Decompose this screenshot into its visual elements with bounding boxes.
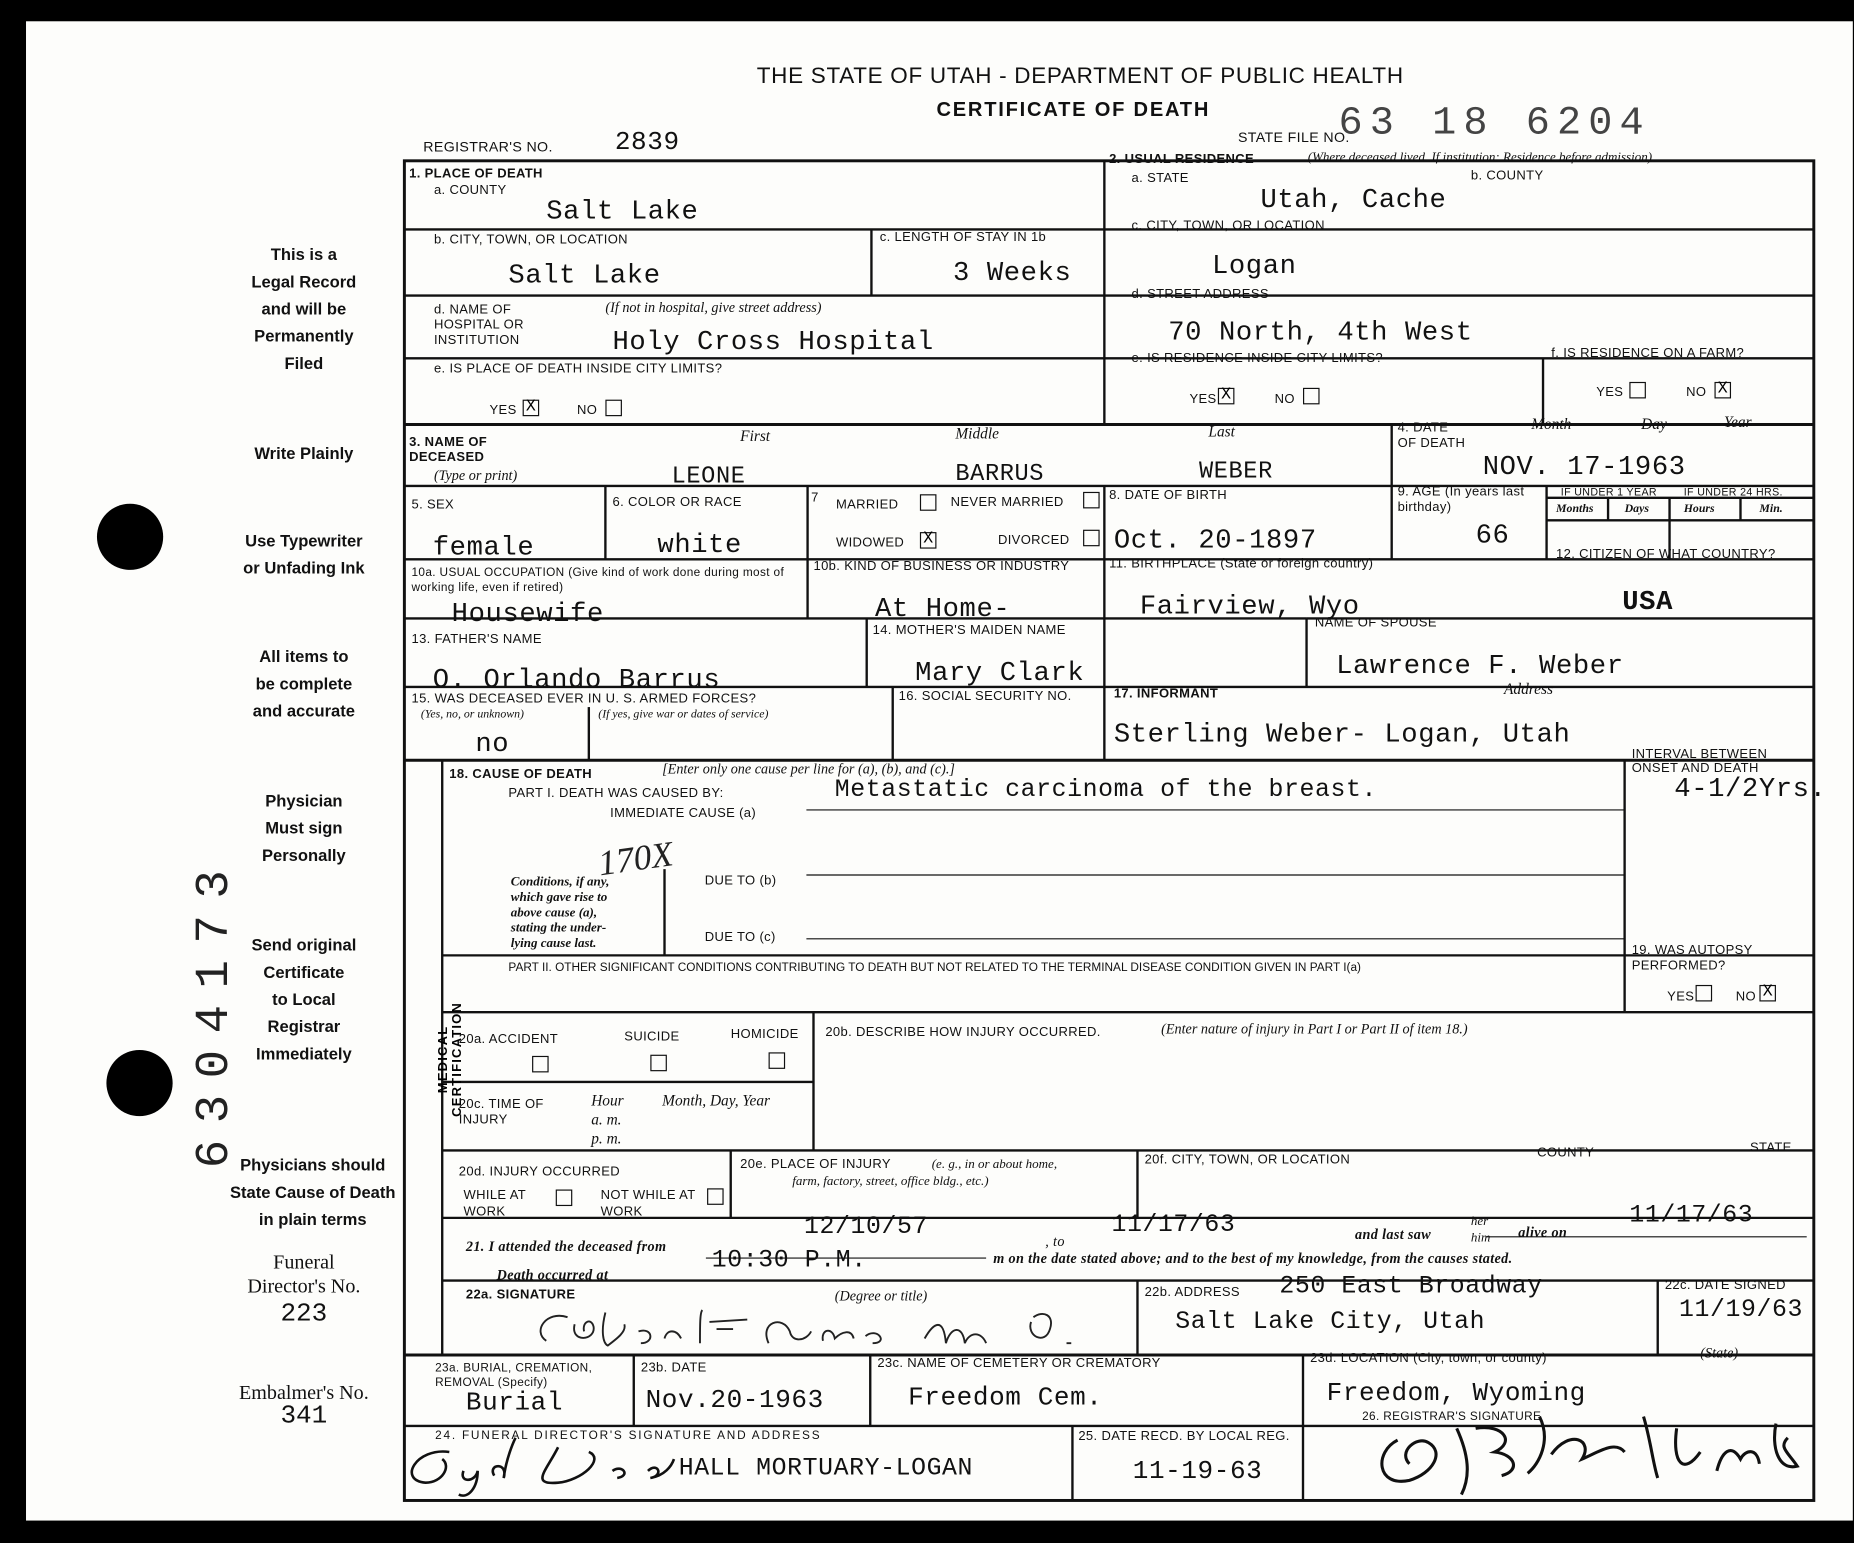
attended-to: 11/17/63 <box>1111 1211 1236 1240</box>
part-2-label: PART II. OTHER SIGNIFICANT CONDITIONS CONTRIBUTING TO DEATH BUT NOT RELATED TO THE TERMINAL DISEASE CONDITION GIVEN IN PART I(a) <box>508 961 1361 975</box>
burial-state-label: (State) <box>1700 1344 1739 1361</box>
farm-yes-checkbox[interactable] <box>1629 382 1646 399</box>
citizen-label: 12. CITIZEN OF WHAT COUNTRY? <box>1556 547 1776 562</box>
attended-label: 21. I attended the deceased from <box>465 1237 667 1255</box>
inside-city-label: e. IS PLACE OF DEATH INSIDE CITY LIMITS? <box>433 361 723 377</box>
autopsy-label: 19. WAS AUTOPSY PERFORMED? <box>1631 943 1753 974</box>
date-of-death: NOV. 17-1963 <box>1482 451 1686 483</box>
spouse-label: NAME OF SPOUSE <box>1314 616 1437 631</box>
residence-county-label: b. COUNTY <box>1470 169 1544 184</box>
residence-street-label: d. STREET ADDRESS <box>1131 287 1269 302</box>
mother-label: 14. MOTHER'S MAIDEN NAME <box>872 623 1066 638</box>
yes-label: YES <box>489 403 517 418</box>
months-label: Months <box>1556 502 1594 516</box>
funeral-director-signature <box>381 1424 712 1509</box>
physician-address-2: Salt Lake City, Utah <box>1175 1308 1486 1337</box>
hour-label: Hour <box>591 1091 624 1110</box>
last-name: WEBER <box>1198 458 1273 486</box>
mdy-label: Month, Day, Year <box>662 1091 771 1110</box>
informant: Sterling Weber- Logan, Utah <box>1113 718 1571 750</box>
under-1-year-label: IF UNDER 1 YEAR <box>1560 485 1657 498</box>
informant-label: 17. INFORMANT <box>1113 686 1219 702</box>
farm-no-checkbox[interactable]: X <box>1714 382 1731 399</box>
state-file-no: 63 18 6204 <box>1338 101 1651 147</box>
cause-note: [Enter only one cause per line for (a), (b), and (c).] <box>662 760 955 777</box>
residence-inside-city-label: e. IS RESIDENCE INSIDE CITY LIMITS? <box>1131 351 1383 366</box>
legal-record-line-5: Filed <box>284 353 324 373</box>
divorced-label: DIVORCED <box>997 533 1070 548</box>
sex-value: female <box>432 532 535 563</box>
not-while-at-work-label: NOT WHILE AT WORK <box>600 1188 696 1220</box>
birth-label: 8. DATE OF BIRTH <box>1109 488 1228 503</box>
armed-forces-note-b: (If yes, give war or dates of service) <box>598 708 769 722</box>
hospital-note: (If not in hospital, give street address) <box>605 299 822 316</box>
signature-label: 22a. SIGNATURE <box>465 1287 576 1302</box>
age-value: 66 <box>1475 520 1510 551</box>
time-of-death: 10:30 P.M. <box>711 1247 867 1275</box>
burial-date-label: 23b. DATE <box>640 1360 707 1376</box>
interval-label: INTERVAL BETWEEN ONSET AND DEATH <box>1631 747 1768 776</box>
all-items-line-1: All items to <box>259 646 349 666</box>
cause-code: 170X <box>595 834 676 884</box>
legal-record-line-4: Permanently <box>254 326 354 346</box>
spouse-name: Lawrence F. Weber <box>1336 650 1624 682</box>
business-label: 10b. KIND OF BUSINESS OR INDUSTRY <box>813 559 1070 574</box>
farm-yes-label: YES <box>1596 385 1624 400</box>
immediate-cause-label: IMMEDIATE CAUSE (a) <box>610 806 757 821</box>
degree-label: (Degree or title) <box>834 1287 928 1305</box>
hospital-name: Holy Cross Hospital <box>612 326 934 358</box>
date-signed-label: 22c. DATE SIGNED <box>1664 1278 1786 1293</box>
suicide-checkbox[interactable] <box>650 1055 667 1072</box>
last-saw-label: and last saw <box>1355 1226 1432 1243</box>
legal-record-line-1: This is a <box>270 244 338 264</box>
length-of-stay: 3 Weeks <box>953 257 1072 289</box>
residence-street: 70 North, 4th West <box>1168 316 1473 348</box>
registrar-no: 2839 <box>614 127 680 158</box>
funeral-director-label-1: Funeral <box>273 1250 335 1274</box>
name-note: (Type or print) <box>433 467 518 484</box>
state-cause-line-2: State Cause of Death <box>229 1182 396 1202</box>
funeral-home: HALL MORTUARY-LOGAN <box>678 1455 974 1483</box>
attended-from: 12/10/57 <box>804 1214 928 1242</box>
inside-city-no-checkbox[interactable] <box>605 400 622 417</box>
due-to-c-label: DUE TO (c) <box>704 930 776 945</box>
residence-no-label: NO <box>1274 392 1295 407</box>
father-name: O. Orlando Barrus <box>432 664 721 696</box>
cause-of-death-label: 18. CAUSE OF DEATH <box>449 767 593 782</box>
residence-yes-label: YES <box>1189 392 1217 407</box>
divorced-checkbox[interactable] <box>1083 530 1100 547</box>
farm-label: f. IS RESIDENCE ON A FARM? <box>1551 346 1745 361</box>
first-name: LEONE <box>671 463 746 491</box>
immediate-cause: Metastatic carcinoma of the breast. <box>834 776 1377 805</box>
widowed-checkbox[interactable]: X <box>920 532 937 549</box>
vertical-file-number: 6304173 <box>189 853 243 1169</box>
place-note-line-2: farm, factory, street, office bldg., etc.) <box>792 1174 989 1189</box>
to-label: , to <box>1045 1233 1065 1250</box>
typewriter-line-1: Use Typewriter <box>245 530 363 550</box>
time-of-injury-label: 20c. TIME OF INJURY <box>458 1097 544 1127</box>
certificate-paper <box>26 21 1853 1520</box>
send-original-line-5: Immediately <box>256 1044 352 1063</box>
medical-certification-label: MEDICAL CERTIFICATION <box>436 1002 465 1117</box>
autopsy-no-label: NO <box>1735 989 1756 1004</box>
days-label: Days <box>1624 502 1649 516</box>
residence-inside-city-no-checkbox[interactable] <box>1303 388 1320 405</box>
typewriter-line-2: or Unfading Ink <box>243 558 365 578</box>
first-name-label: First <box>740 426 771 445</box>
minutes-label: Min. <box>1759 502 1783 516</box>
received-label: 25. DATE RECD. BY LOCAL REG. <box>1078 1429 1290 1444</box>
conditions-line-2: which gave rise to <box>510 890 608 905</box>
address-label: 22b. ADDRESS <box>1144 1285 1240 1300</box>
death-occurred-label: Death occurred at <box>496 1266 609 1283</box>
date-of-birth: Oct. 20-1897 <box>1113 524 1317 556</box>
mother-name: Mary Clark <box>915 657 1085 689</box>
alive-on-label: alive on <box>1518 1223 1568 1241</box>
occupation: Housewife <box>451 598 604 630</box>
residence-city-label: c. CITY, TOWN, OR LOCATION <box>1131 218 1325 233</box>
send-original-line-1: Send original <box>251 935 357 955</box>
hospital-label: d. NAME OF HOSPITAL OR INSTITUTION <box>433 302 524 348</box>
stay-label: c. LENGTH OF STAY IN 1b <box>879 230 1047 245</box>
never-married-checkbox[interactable] <box>1083 492 1100 509</box>
business: At Home- <box>874 593 1011 625</box>
place-of-death-label: 1. PLACE OF DEATH <box>409 166 543 181</box>
injury-how-label: 20b. DESCRIBE HOW INJURY OCCURRED. <box>825 1025 1101 1040</box>
date-signed: 11/19/63 <box>1679 1297 1803 1325</box>
him-label: him <box>1470 1230 1491 1246</box>
residence-state-county: Utah, Cache <box>1260 184 1447 216</box>
burial-location-label: 23d. LOCATION (City, town, or county) <box>1310 1351 1547 1366</box>
while-at-work-checkbox[interactable] <box>556 1189 573 1206</box>
marital-label: 7 <box>811 490 819 505</box>
agency-title: THE STATE OF UTAH - DEPARTMENT OF PUBLIC HEALTH <box>756 63 1404 89</box>
birthplace: Fairview, Wyo <box>1139 591 1360 622</box>
inside-city-yes-checkbox[interactable]: X <box>523 400 540 417</box>
homicide-label: HOMICIDE <box>730 1027 799 1042</box>
residence-inside-city-yes-checkbox[interactable]: X <box>1218 388 1235 405</box>
race-label: 6. COLOR OR RACE <box>612 495 742 510</box>
no-label: NO <box>577 403 598 418</box>
physician-line-3: Personally <box>261 845 346 865</box>
married-label: MARRIED <box>835 497 899 512</box>
legal-record-line-2: Legal Record <box>251 271 357 291</box>
father-label: 13. FATHER'S NAME <box>411 632 542 647</box>
armed-forces: no <box>475 728 510 760</box>
state-file-no-label: STATE FILE NO. <box>1237 128 1350 146</box>
embalmer-label: Embalmer's No. <box>238 1381 369 1404</box>
part-1-label: PART I. DEATH WAS CAUSED BY: <box>508 786 724 801</box>
injury-how-note: (Enter nature of injury in Part I or Part II of item 18.) <box>1161 1020 1468 1037</box>
injury-state-label: STATE <box>1749 1141 1792 1156</box>
all-items-line-2: be complete <box>255 673 353 693</box>
autopsy-yes-label: YES <box>1667 989 1695 1004</box>
registrar-no-label: REGISTRAR'S NO. <box>423 138 553 155</box>
month-label: Month <box>1531 415 1572 433</box>
state-cause-line-3: in plain terms <box>258 1209 367 1229</box>
death-county: Salt Lake <box>546 196 699 228</box>
date-of-death-label: 4. DATE OF DEATH <box>1397 420 1466 451</box>
burial-date: Nov.20-1963 <box>645 1385 824 1416</box>
injury-location-label: 20f. CITY, TOWN, OR LOCATION <box>1144 1152 1351 1168</box>
name-label: 3. NAME OF DECEASED <box>409 435 488 465</box>
occupation-label: 10a. USUAL OCCUPATION (Give kind of work done during most of working life, even if retired) <box>411 566 785 595</box>
place-of-injury-label: 20e. PLACE OF INJURY <box>740 1157 891 1172</box>
accident-label: 20a. ACCIDENT <box>458 1032 559 1047</box>
hours-label: Hours <box>1683 502 1715 516</box>
stated-label: m on the date stated above; and to the best of my knowledge, from the causes stated. <box>993 1249 1513 1267</box>
registrar-signature-label: 26. REGISTRAR'S SIGNATURE <box>1362 1410 1542 1424</box>
armed-forces-label: 15. WAS DECEASED EVER IN U. S. ARMED FORCES? <box>411 691 757 706</box>
middle-name-label: Middle <box>955 424 999 443</box>
last-name-label: Last <box>1208 422 1235 440</box>
pm-label: p. m. <box>591 1129 622 1147</box>
farm-no-label: NO <box>1686 385 1707 400</box>
alive-on-date: 11/17/63 <box>1629 1202 1754 1230</box>
not-while-at-work-checkbox[interactable] <box>707 1188 724 1205</box>
race-value: white <box>657 529 742 561</box>
all-items-line-3: and accurate <box>252 701 355 721</box>
place-note <box>792 1156 1057 1189</box>
registrar-signature <box>1362 1381 1811 1499</box>
physician-line-1: Physician <box>265 791 343 810</box>
funeral-director-signature-label: 24. FUNERAL DIRECTOR'S SIGNATURE AND ADDRESS <box>435 1429 822 1443</box>
homicide-checkbox[interactable] <box>769 1052 786 1069</box>
armed-forces-note-a: (Yes, no, or unknown) <box>420 708 524 722</box>
conditions-line-4: stating the under- <box>510 921 607 936</box>
birthplace-label: 11. BIRTHPLACE (State or foreign country) <box>1109 556 1374 572</box>
injury-county-label: COUNTY <box>1537 1145 1595 1160</box>
physician-line-2: Must sign <box>265 818 343 838</box>
usual-residence-label: 2. USUAL RESIDENCE <box>1109 152 1255 167</box>
age-label: 9. AGE (In years last birthday) <box>1397 484 1525 515</box>
am-label: a. m. <box>591 1110 622 1129</box>
cemetery-label: 23c. NAME OF CEMETERY OR CREMATORY <box>877 1356 1161 1371</box>
widowed-label: WIDOWED <box>835 535 905 550</box>
never-married-label: NEVER MARRIED <box>950 495 1064 510</box>
place-note-line-1: (e. g., in or about home, <box>931 1157 1058 1172</box>
death-city: Salt Lake <box>508 260 661 291</box>
send-original-line-4: Registrar <box>267 1016 341 1036</box>
certificate-title: CERTIFICATE OF DEATH <box>936 98 1211 121</box>
residence-state-label: a. STATE <box>1131 171 1189 186</box>
county-label: a. COUNTY <box>433 183 507 198</box>
while-at-work-label: WHILE AT WORK <box>463 1188 526 1220</box>
her-label: her <box>1470 1214 1489 1229</box>
city-label: b. CITY, TOWN, OR LOCATION <box>433 232 628 248</box>
send-original-line-2: Certificate <box>263 962 345 982</box>
funeral-director-label-2: Director's No. <box>247 1274 361 1298</box>
funeral-director-no: 223 <box>280 1299 328 1330</box>
suicide-label: SUICIDE <box>624 1029 680 1045</box>
under-24-hours-label: IF UNDER 24 HRS. <box>1683 485 1783 498</box>
year-label: Year <box>1723 412 1752 431</box>
interval-value: 4-1/2Yrs. <box>1674 773 1827 805</box>
removal-value: Burial <box>465 1388 564 1418</box>
ssn-label: 16. SOCIAL SECURITY NO. <box>898 689 1072 704</box>
conditions-line-5: lying cause last. <box>510 936 597 951</box>
send-original-line-3: to Local <box>272 989 336 1009</box>
due-to-b-label: DUE TO (b) <box>704 873 777 888</box>
married-checkbox[interactable] <box>920 494 937 511</box>
accident-checkbox[interactable] <box>532 1056 549 1073</box>
residence-city: Logan <box>1211 250 1297 282</box>
informant-address-label: Address <box>1504 679 1553 698</box>
physician-address-1: 250 East Broadway <box>1279 1273 1543 1301</box>
usual-residence-note: (Where deceased lived. If institution: Residence before admission) <box>1307 150 1653 165</box>
citizen: USA <box>1622 586 1674 618</box>
sex-label: 5. SEX <box>411 497 455 512</box>
conditions-line-1: Conditions, if any, <box>510 874 610 890</box>
state-cause-line-1: Physicians should <box>240 1155 386 1175</box>
cemetery: Freedom Cem. <box>908 1383 1103 1413</box>
autopsy-no-checkbox[interactable]: X <box>1759 985 1776 1002</box>
autopsy-yes-checkbox[interactable] <box>1696 985 1713 1002</box>
conditions-note <box>511 875 610 952</box>
embalmer-no: 341 <box>280 1401 328 1431</box>
injury-occurred-label: 20d. INJURY OCCURRED <box>458 1164 621 1179</box>
removal-label: 23a. BURIAL, CREMATION, REMOVAL (Specify) <box>435 1362 593 1390</box>
burial-location: Freedom, Wyoming <box>1326 1378 1586 1409</box>
day-label: Day <box>1641 415 1667 433</box>
write-plainly-note: Write Plainly <box>254 443 354 463</box>
legal-record-line-3: and will be <box>261 299 347 319</box>
middle-name: BARRUS <box>955 461 1045 489</box>
received-date: 11-19-63 <box>1132 1456 1263 1487</box>
conditions-line-3: above cause (a), <box>510 905 598 920</box>
